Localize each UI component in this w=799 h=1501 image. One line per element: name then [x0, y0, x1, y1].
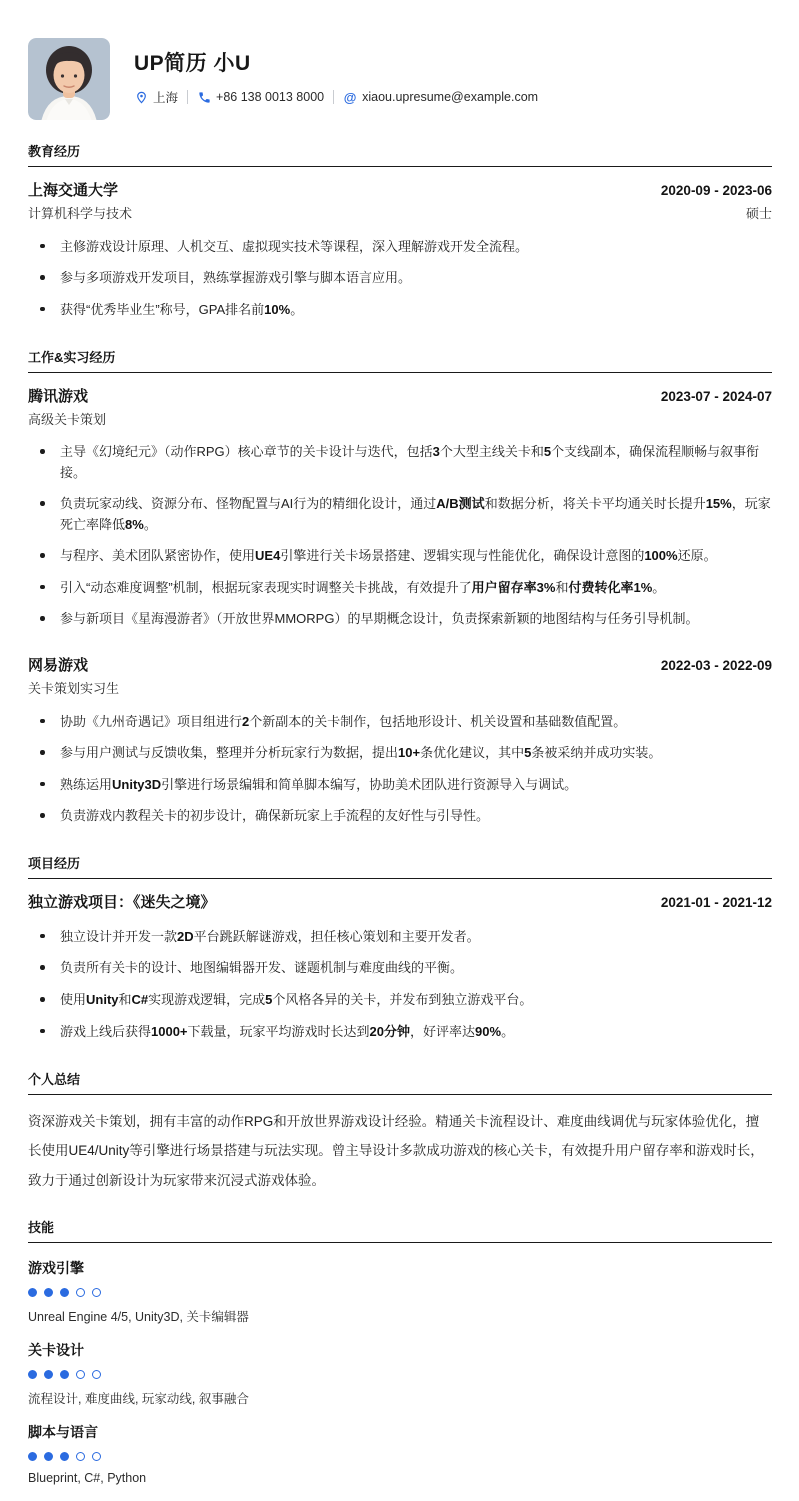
resume-header [28, 38, 772, 120]
job-title: 高级关卡策划 [28, 411, 107, 427]
skill-level-dots [28, 1452, 772, 1461]
section-summary [28, 1069, 772, 1196]
section-title-work: 工作&实习经历 [28, 347, 772, 373]
bullet-item [28, 738, 772, 770]
bullet-marker [38, 958, 60, 979]
bullet-marker [38, 609, 60, 630]
avatar-photo-illustration [28, 38, 110, 120]
contact-row [134, 88, 538, 106]
bullet-marker [38, 712, 60, 733]
education-bullets [28, 231, 772, 326]
bullet-text: 协助《九州奇遇记》项目组进行2个新副本的关卡制作，包括地形设计、机关设置和基础数值配置。 [60, 713, 627, 729]
bullet-item [28, 231, 772, 263]
location-pin-icon [134, 90, 148, 104]
section-title-summary: 个人总结 [28, 1069, 772, 1095]
bullet-text: 与程序、美术团队紧密协作，使用UE4引擎进行关卡场景搭建、逻辑实现与性能优化，确保设计意图的100%还原。 [60, 548, 717, 564]
skill-dot-filled [28, 1370, 37, 1379]
skill-dot-filled [28, 1452, 37, 1461]
skill-name: 脚本与语言 [28, 1423, 98, 1440]
bullet-text: 游戏上线后获得1000+下载量，玩家平均游戏时长达到20分钟，好评率达90%。 [60, 1023, 515, 1039]
skill-item-level-design [28, 1340, 772, 1407]
project-bullets [28, 921, 772, 1047]
bullet-text: 负责所有关卡的设计、地图编辑器开发、谜题机制与难度曲线的平衡。 [60, 960, 464, 976]
section-title-projects: 项目经历 [28, 853, 772, 879]
bullet-item [28, 437, 772, 489]
work-bullets [28, 437, 772, 636]
skill-dot-filled [28, 1288, 37, 1297]
project-name: 独立游戏项目：《迷失之境》 [28, 894, 216, 912]
bullet-marker [38, 990, 60, 1011]
skill-item-scripting [28, 1422, 772, 1485]
phone-text: +86 138 0013 8000 [216, 90, 325, 104]
work-date-range: 2023-07 - 2024-07 [660, 388, 772, 404]
skill-level-dots [28, 1370, 772, 1379]
skill-detail: Unreal Engine 4/5, Unity3D, 关卡编辑器 [28, 1309, 249, 1324]
contact-email [343, 90, 538, 104]
job-title: 关卡策划实习生 [28, 681, 120, 697]
bullet-marker [38, 300, 60, 321]
header-text-block [134, 38, 538, 106]
section-skills [28, 1217, 772, 1485]
company-name: 腾讯游戏 [28, 387, 89, 405]
bullet-item [28, 921, 772, 953]
skill-dot-empty [92, 1370, 101, 1379]
bullet-marker [38, 806, 60, 827]
skill-dot-filled [44, 1370, 53, 1379]
section-title-education: 教育经历 [28, 141, 772, 167]
work-entry-netease [28, 654, 772, 832]
bullet-item [28, 489, 772, 541]
skill-dot-empty [76, 1452, 85, 1461]
contact-divider [333, 90, 334, 104]
bullet-marker [38, 268, 60, 289]
skill-dot-empty [92, 1452, 101, 1461]
bullet-text: 主导《幻境纪元》（动作RPG）核心章节的关卡设计与迭代，包括3个大型主线关卡和5个支线副本，确保流程顺畅与叙事衔接。 [60, 444, 760, 480]
bullet-item [28, 294, 772, 326]
work-bullets [28, 706, 772, 832]
bullet-item [28, 1016, 772, 1048]
bullet-marker [38, 546, 60, 567]
school-name: 上海交通大学 [28, 182, 119, 199]
company-name: 网易游戏 [28, 657, 89, 675]
candidate-name: UP简历 小U [134, 52, 251, 75]
skill-dot-filled [60, 1452, 69, 1461]
bullet-marker [38, 775, 60, 796]
skill-dot-empty [92, 1288, 101, 1297]
bullet-item [28, 706, 772, 738]
bullet-item [28, 541, 772, 573]
bullet-marker [38, 494, 60, 535]
bullet-text: 参与新项目《星海漫游者》（开放世界MMORPG）的早期概念设计，负责探索新颖的地图结构与任务引导机制。 [60, 611, 699, 627]
bullet-text: 熟练运用Unity3D引擎进行场景编辑和简单脚本编写，协助美术团队进行资源导入与调试。 [60, 776, 578, 792]
bullet-item [28, 604, 772, 636]
contact-divider [187, 90, 188, 104]
section-projects [28, 853, 772, 1047]
skill-name: 游戏引擎 [28, 1259, 84, 1276]
bullet-text: 独立设计并开发一款2D平台跳跃解谜游戏，担任核心策划和主要开发者。 [60, 928, 480, 944]
major-name: 计算机科学与技术 [28, 206, 133, 221]
bullet-text: 主修游戏设计原理、人机交互、虚拟现实技术等课程，深入理解游戏开发全流程。 [60, 238, 529, 254]
bullet-text: 负责游戏内教程关卡的初步设计，确保新玩家上手流程的友好性与引导性。 [60, 808, 490, 824]
contact-phone [197, 90, 324, 104]
skill-dot-filled [60, 1288, 69, 1297]
location-text: 上海 [153, 91, 179, 105]
summary-paragraph: 资深游戏关卡策划，拥有丰富的动作RPG和开放世界游戏设计经验。精通关卡流程设计、难度曲线调优与玩家体验优化，擅长使用UE4/Unity等引擎进行场景搭建与玩法实现。曾主导设计多款成功游戏的核心关卡，有效提升用户留存率和游戏时长，致力于通过创新设计为玩家带来沉浸式游戏体验。 [28, 1113, 764, 1188]
bullet-text: 参与多项游戏开发项目，熟练掌握游戏引擎与脚本语言应用。 [60, 270, 412, 286]
degree-name: 硕士 [745, 206, 772, 221]
bullet-text: 参与用户测试与反馈收集，整理并分析玩家行为数据，提出10+条优化建议，其中5条被采纳并成功实装。 [60, 745, 662, 761]
skill-detail: 流程设计, 难度曲线, 玩家动线, 叙事融合 [28, 1391, 249, 1406]
bullet-text: 获得“优秀毕业生”称号，GPA排名前10%。 [60, 301, 304, 317]
bullet-marker [38, 442, 60, 483]
bullet-text: 使用Unity和C#实现游戏逻辑，完成5个风格各异的关卡，并发布到独立游戏平台。 [60, 992, 533, 1007]
bullet-item [28, 769, 772, 801]
bullet-item [28, 953, 772, 985]
at-sign-icon: @ [343, 89, 357, 105]
bullet-marker [38, 1022, 60, 1043]
skill-dot-filled [44, 1452, 53, 1461]
section-title-skills: 技能 [28, 1217, 772, 1243]
bullet-marker [38, 927, 60, 948]
bullet-marker [38, 237, 60, 258]
bullet-item [28, 801, 772, 833]
education-date-range: 2020-09 - 2023-06 [660, 183, 772, 198]
skill-dot-empty [76, 1288, 85, 1297]
bullet-item [28, 985, 772, 1017]
project-date-range: 2021-01 - 2021-12 [660, 895, 772, 911]
bullet-text: 负责玩家动线、资源分布、怪物配置与AI行为的精细化设计，通过A/B测试和数据分析，将关卡平均通关时长提升15%，玩家死亡率降低8%。 [60, 496, 771, 532]
avatar [28, 38, 110, 120]
contact-location [134, 88, 178, 106]
bullet-item [28, 263, 772, 295]
skill-name: 关卡设计 [28, 1341, 84, 1358]
education-entry [28, 179, 772, 326]
project-entry [28, 891, 772, 1047]
email-text: xiaou.upresume@example.com [362, 90, 539, 104]
skill-level-dots [28, 1288, 772, 1297]
section-education [28, 141, 772, 326]
skill-dot-filled [44, 1288, 53, 1297]
bullet-marker [38, 578, 60, 599]
work-entry-tencent [28, 385, 772, 636]
skill-item-game-engine [28, 1258, 772, 1325]
phone-icon [197, 90, 211, 104]
section-work [28, 347, 772, 833]
bullet-item [28, 572, 772, 604]
work-date-range: 2022-03 - 2022-09 [660, 658, 772, 674]
skill-dot-filled [60, 1370, 69, 1379]
bullet-marker [38, 743, 60, 764]
bullet-text: 引入“动态难度调整”机制，根据玩家表现实时调整关卡挑战，有效提升了用户留存率3%和付费转化率1%。 [60, 579, 666, 595]
skill-dot-empty [76, 1370, 85, 1379]
skill-detail: Blueprint, C#, Python [28, 1470, 147, 1485]
